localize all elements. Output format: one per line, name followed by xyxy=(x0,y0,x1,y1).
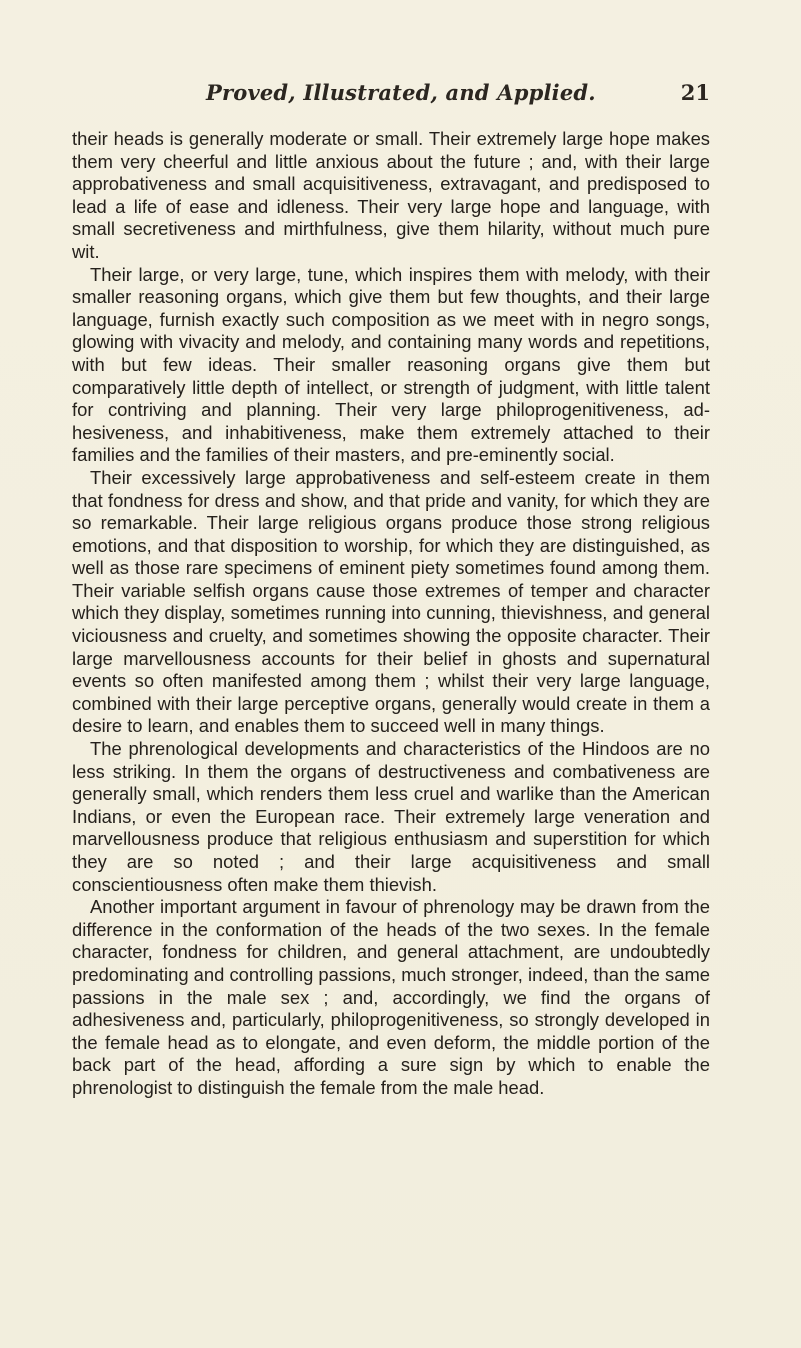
paragraph: Another important argument in favour of phrenology may be drawn from the difference in the conformation of the heads of the two sexes. In the female character, fondness for children, and general attachment, are undoubtedly predominating and controlling passions, much stronger, indeed, than the same passions in the male sex ; and, accordingly, we find the organs of adhesiveness and, particularly, philoprogenitiveness, so strongly developed in the female head as to elongate, and even deform, the middle portion of the back part of the head, affording a sure sign by which to enable the phrenologist to distinguish the female from the male head. xyxy=(72,896,710,1098)
running-title: Proved, Illustrated, and Applied. xyxy=(206,80,596,105)
paragraph-continued: their heads is generally moderate or small. Their extremely large hope makes them very cheerful and little anxious about the future ; and, with their large approbativeness and small acquisitiveness, extravagant, and predisposed to lead a life of ease and idleness. Their very large hope and language, with small secretiveness and mirthfulness, give them hilarity, without much pure wit. xyxy=(72,128,710,262)
paragraph: The phrenological developments and characteristics of the Hindoos are no less striking. In them the organs of destructiveness and combativeness are generally small, which renders them less cruel and warlike than the American Indians, or even the European race. Their extremely large veneration and marvellousness produce that religious enthusiasm and superstition for which they are so noted ; and their large acquisitiveness and small conscientiousness often make them thievish. xyxy=(72,738,710,895)
page-number: 21 xyxy=(680,80,710,105)
paragraph: Their large, or very large, tune, which inspires them with melody, with their smaller reasoning organs, which give them but few thoughts, and their large language, furnish exactly such composition as we meet with in negro songs, glowing with vivacity and melody, and containing many words and repetitions, with but few ideas. Their smaller reasoning organs give them but comparatively little depth of intellect, or strength of judgment, with little talent for contriving and planning. Their very large philoprogenitiveness, adhesiveness, and inhabitiveness, make them extremely attached to their families and the families of their masters, and pre-eminently social. xyxy=(72,263,710,466)
running-header xyxy=(72,80,710,110)
paragraph: Their excessively large approbativeness and self-esteem create in them that fondness for dress and show, and that pride and vanity, for which they are so remarkable. Their large religious organs produce those strong religious emotions, and that disposition to worship, for which they are distinguished, as well as those rare specimens of eminent piety sometimes found among them. Their variable selfish organs cause those extremes of temper and character which they display, sometimes running into cunning, thievishness, and general viciousness and cruelty, and sometimes showing the opposite character. Their large marvellousness accounts for their belief in ghosts and supernatural events so often manifested among them ; whilst their very large language, combined with their large perceptive organs, generally would create in them a desire to learn, and enables them to succeed well in many things. xyxy=(72,466,710,737)
body-text xyxy=(72,128,710,1100)
